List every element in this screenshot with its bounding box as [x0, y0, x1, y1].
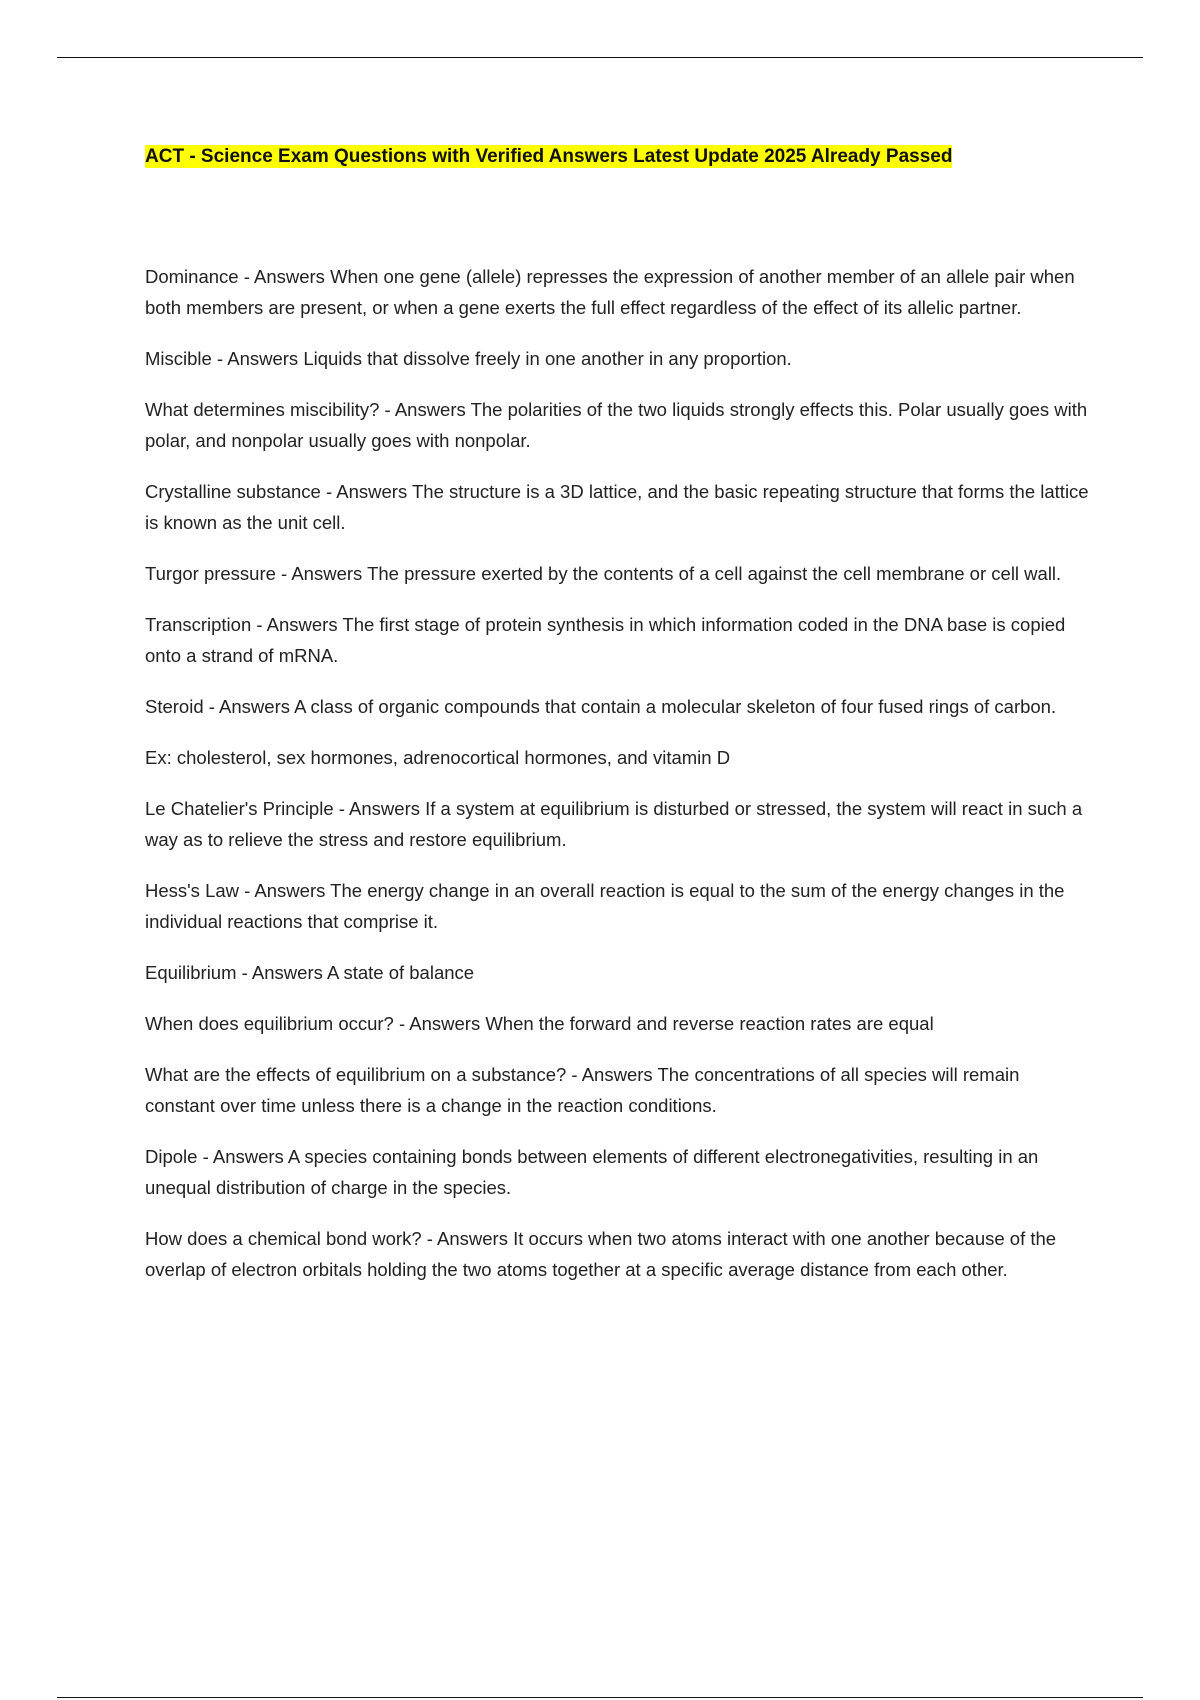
- entry-dipole: Dipole - Answers A species containing bonds between elements of different electronegativities, resulting in an unequal distribution of charge in the species.: [145, 1146, 1039, 1198]
- entry-transcription: Transcription - Answers The first stage of protein synthesis in which information coded in the DNA base is copied onto a strand of mRNA.: [145, 614, 1066, 666]
- document-body: [145, 143, 1090, 1305]
- entry-hess-law: Hess's Law - Answers The energy change in an overall reaction is equal to the sum of the energy changes in the individual reactions that comprise it.: [145, 880, 1065, 932]
- entry-turgor-pressure: Turgor pressure - Answers The pressure exerted by the contents of a cell against the cell membrane or cell wall.: [145, 563, 1062, 584]
- entry-dominance: Dominance - Answers When one gene (allele) represses the expression of another member of an allele pair when both members are present, or when a gene exerts the full effect regardless of the effect of its allelic partner.: [145, 266, 1075, 318]
- title-line: [145, 143, 1090, 171]
- entry-equilibrium-effects: What are the effects of equilibrium on a substance? - Answers The concentrations of all species will remain constant over time unless there is a change in the reaction conditions.: [145, 1064, 1020, 1116]
- document-title: ACT - Science Exam Questions with Verified Answers Latest Update 2025 Already Passed: [145, 146, 953, 167]
- header-rule: [57, 57, 1143, 58]
- entry-miscible: Miscible - Answers Liquids that dissolve freely in one another in any proportion.: [145, 348, 792, 369]
- entry-chemical-bond: How does a chemical bond work? - Answers It occurs when two atoms interact with one another because of the overlap of electron orbitals holding the two atoms together at a specific average distance from each other.: [145, 1228, 1057, 1280]
- entry-equilibrium-occur: When does equilibrium occur? - Answers When the forward and reverse reaction rates are equal: [145, 1013, 934, 1034]
- entries-list: [145, 261, 1090, 1285]
- entry-steroid: Steroid - Answers A class of organic compounds that contain a molecular skeleton of four fused rings of carbon.: [145, 696, 1057, 717]
- entry-crystalline-substance: Crystalline substance - Answers The structure is a 3D lattice, and the basic repeating structure that forms the lattice is known as the unit cell.: [145, 481, 1089, 533]
- entry-steroid-examples: Ex: cholesterol, sex hormones, adrenocortical hormones, and vitamin D: [145, 747, 731, 768]
- entry-le-chatelier: Le Chatelier's Principle - Answers If a system at equilibrium is disturbed or stressed, the system will react in such a way as to relieve the stress and restore equilibrium.: [145, 798, 1083, 850]
- entry-miscibility: What determines miscibility? - Answers The polarities of the two liquids strongly effects this. Polar usually goes with polar, and nonpolar usually goes with nonpolar.: [145, 399, 1088, 451]
- footer-rule: [57, 1697, 1143, 1698]
- entry-equilibrium: Equilibrium - Answers A state of balance: [145, 962, 475, 983]
